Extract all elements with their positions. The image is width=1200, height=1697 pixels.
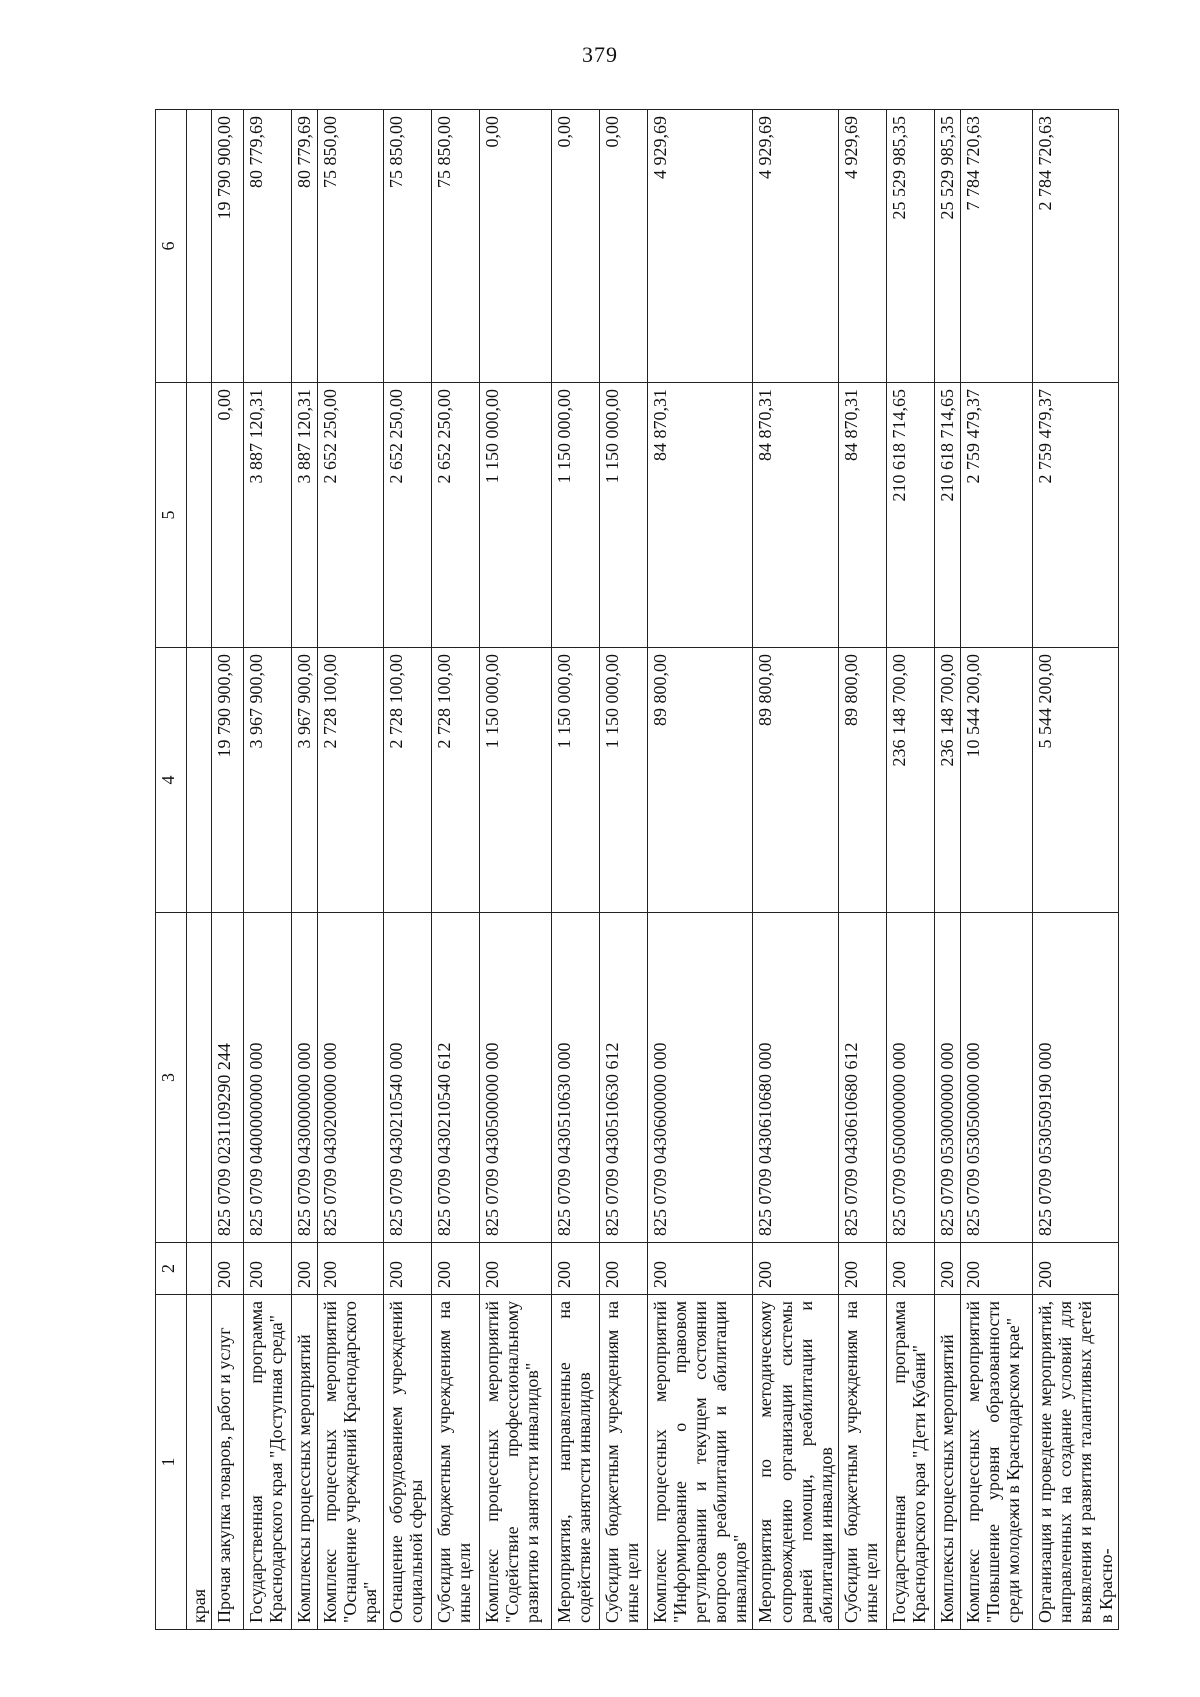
cell-kbk: 825 0709 0400000000 000 (244, 913, 292, 1243)
cell-code: 200 (599, 1243, 647, 1295)
cell-unexecuted: 25 529 985,35 (935, 110, 961, 383)
header-col-6: 6 (156, 110, 187, 383)
cell-code: 200 (839, 1243, 887, 1295)
cell-unexecuted: 75 850,00 (431, 110, 479, 383)
cell-name: Комплекс процессных мероприятий "Содействие профессиональному развитию и занятости инвалидов" (479, 1295, 551, 1630)
table-row (935, 110, 961, 1630)
table-row (1033, 110, 1119, 1630)
cell-approved: 236 148 700,00 (887, 648, 935, 913)
cell-kbk: 825 0709 0430000000 000 (292, 913, 318, 1243)
cell-kbk (187, 913, 212, 1243)
header-col-2: 2 (156, 1243, 187, 1295)
table-row (244, 110, 292, 1630)
cell-code: 200 (244, 1243, 292, 1295)
cell-approved: 2 728 100,00 (383, 648, 431, 913)
cell-unexecuted: 0,00 (479, 110, 551, 383)
cell-code: 200 (431, 1243, 479, 1295)
table-row (961, 110, 1033, 1630)
cell-code: 200 (318, 1243, 383, 1295)
table-row (887, 110, 935, 1630)
cell-unexecuted: 0,00 (599, 110, 647, 383)
page-number: 379 (582, 42, 618, 67)
cell-unexecuted: 25 529 985,35 (887, 110, 935, 383)
cell-unexecuted: 2 784 720,63 (1033, 110, 1119, 383)
cell-executed: 1 150 000,00 (551, 383, 599, 648)
cell-name: Комплекс процессных мероприятий "Оснащение учреждений Краснодарского края" (318, 1295, 383, 1630)
cell-executed: 1 150 000,00 (599, 383, 647, 648)
cell-executed (187, 383, 212, 648)
cell-unexecuted: 80 779,69 (292, 110, 318, 383)
cell-name: Комплекс процессных мероприятий "Информирование о правовом регулировании и текущем состоянии вопросов реабилитации и абилитации инвалидов" (647, 1295, 753, 1630)
budget-table (155, 109, 1119, 1630)
table-row (599, 110, 647, 1630)
cell-code: 200 (551, 1243, 599, 1295)
table-row (647, 110, 753, 1630)
cell-code: 200 (479, 1243, 551, 1295)
cell-code: 200 (292, 1243, 318, 1295)
cell-approved: 3 967 900,00 (292, 648, 318, 913)
cell-approved: 3 967 900,00 (244, 648, 292, 913)
cell-executed: 1 150 000,00 (479, 383, 551, 648)
table-row (212, 110, 244, 1630)
cell-executed: 2 759 479,37 (1033, 383, 1119, 648)
cell-kbk: 825 0709 0500000000 000 (887, 913, 935, 1243)
header-col-1: 1 (156, 1295, 187, 1630)
cell-executed: 84 870,31 (647, 383, 753, 648)
cell-name: Государственная программа Краснодарского края "Дети Кубани" (887, 1295, 935, 1630)
cell-approved: 1 150 000,00 (479, 648, 551, 913)
cell-executed: 2 652 250,00 (431, 383, 479, 648)
header-col-3: 3 (156, 913, 187, 1243)
cell-approved: 89 800,00 (753, 648, 839, 913)
cell-unexecuted: 75 850,00 (383, 110, 431, 383)
cell-code: 200 (212, 1243, 244, 1295)
cell-code: 200 (961, 1243, 1033, 1295)
rotated-table-wrapper (155, 110, 1200, 1623)
cell-kbk: 825 0709 0430510630 000 (551, 913, 599, 1243)
cell-code: 200 (935, 1243, 961, 1295)
cell-kbk: 825 0709 0530509190 000 (1033, 913, 1119, 1243)
cell-name: Комплекс процессных мероприятий "Повышение уровня образованности среди молодежи в Краснодарском крае" (961, 1295, 1033, 1630)
table-row (479, 110, 551, 1630)
cell-executed: 84 870,31 (753, 383, 839, 648)
cell-code: 200 (753, 1243, 839, 1295)
cell-kbk: 825 0709 0530500000 000 (961, 913, 1033, 1243)
cell-approved: 2 728 100,00 (431, 648, 479, 913)
cell-unexecuted: 19 790 900,00 (212, 110, 244, 383)
cell-code: 200 (647, 1243, 753, 1295)
cell-code (187, 1243, 212, 1295)
cell-name: Субсидии бюджетным учреждениям на иные цели (431, 1295, 479, 1630)
cell-name: Оснащение оборудованием учреждений социальной сферы (383, 1295, 431, 1630)
cell-name: Комплексы процессных мероприятий (292, 1295, 318, 1630)
table-row (292, 110, 318, 1630)
cell-unexecuted: 75 850,00 (318, 110, 383, 383)
cell-executed: 2 652 250,00 (318, 383, 383, 648)
cell-approved (187, 648, 212, 913)
cell-executed: 210 618 714,65 (935, 383, 961, 648)
cell-kbk: 825 0709 0530000000 000 (935, 913, 961, 1243)
cell-name: Прочая закупка товаров, работ и услуг (212, 1295, 244, 1630)
cell-approved: 236 148 700,00 (935, 648, 961, 913)
cell-unexecuted: 7 784 720,63 (961, 110, 1033, 383)
cell-name: края (187, 1295, 212, 1630)
cell-name: Комплексы процессных мероприятий (935, 1295, 961, 1630)
table-row (753, 110, 839, 1630)
cell-name: Государственная программа Краснодарского края "Доступная среда" (244, 1295, 292, 1630)
cell-executed: 2 652 250,00 (383, 383, 431, 648)
cell-kbk: 825 0709 0430500000 000 (479, 913, 551, 1243)
table-row (551, 110, 599, 1630)
cell-executed: 210 618 714,65 (887, 383, 935, 648)
cell-unexecuted: 80 779,69 (244, 110, 292, 383)
cell-kbk: 825 0709 0231109290 244 (212, 913, 244, 1243)
cell-approved: 89 800,00 (647, 648, 753, 913)
cell-unexecuted: 4 929,69 (839, 110, 887, 383)
cell-code: 200 (383, 1243, 431, 1295)
cell-kbk: 825 0709 0430200000 000 (318, 913, 383, 1243)
cell-name: Мероприятия, направленные на содействие занятости инвалидов (551, 1295, 599, 1630)
cell-code: 200 (1033, 1243, 1119, 1295)
cell-kbk: 825 0709 0430610680 612 (839, 913, 887, 1243)
cell-approved: 5 544 200,00 (1033, 648, 1119, 913)
header-col-5: 5 (156, 383, 187, 648)
cell-approved: 2 728 100,00 (318, 648, 383, 913)
table-row (839, 110, 887, 1630)
cell-kbk: 825 0709 0430600000 000 (647, 913, 753, 1243)
header-col-4: 4 (156, 648, 187, 913)
table-row (431, 110, 479, 1630)
cell-kbk: 825 0709 0430610680 000 (753, 913, 839, 1243)
cell-approved: 19 790 900,00 (212, 648, 244, 913)
cell-name: Субсидии бюджетным учреждениям на иные цели (839, 1295, 887, 1630)
cell-name: Мероприятия по методическому сопровождению организации системы ранней помощи, реабилитации и абилитации инвалидов (753, 1295, 839, 1630)
cell-approved: 10 544 200,00 (961, 648, 1033, 913)
cell-approved: 1 150 000,00 (551, 648, 599, 913)
cell-executed: 3 887 120,31 (292, 383, 318, 648)
cell-kbk: 825 0709 0430510630 612 (599, 913, 647, 1243)
cell-name: Организация и проведение мероприятий, направленных на создание условий для выявления и развития талантливых детей в Красно- (1033, 1295, 1119, 1630)
cell-executed: 3 887 120,31 (244, 383, 292, 648)
table-row (187, 110, 212, 1630)
cell-executed: 84 870,31 (839, 383, 887, 648)
cell-name: Субсидии бюджетным учреждениям на иные цели (599, 1295, 647, 1630)
cell-approved: 89 800,00 (839, 648, 887, 913)
table-row (318, 110, 383, 1630)
cell-approved: 1 150 000,00 (599, 648, 647, 913)
cell-executed: 0,00 (212, 383, 244, 648)
cell-unexecuted: 4 929,69 (753, 110, 839, 383)
rotated-table-container (155, 110, 1190, 1630)
cell-unexecuted: 0,00 (551, 110, 599, 383)
table-row (383, 110, 431, 1630)
cell-kbk: 825 0709 0430210540 612 (431, 913, 479, 1243)
cell-unexecuted (187, 110, 212, 383)
cell-unexecuted: 4 929,69 (647, 110, 753, 383)
table-header-row (156, 110, 187, 1630)
cell-executed: 2 759 479,37 (961, 383, 1033, 648)
cell-code: 200 (887, 1243, 935, 1295)
cell-kbk: 825 0709 0430210540 000 (383, 913, 431, 1243)
